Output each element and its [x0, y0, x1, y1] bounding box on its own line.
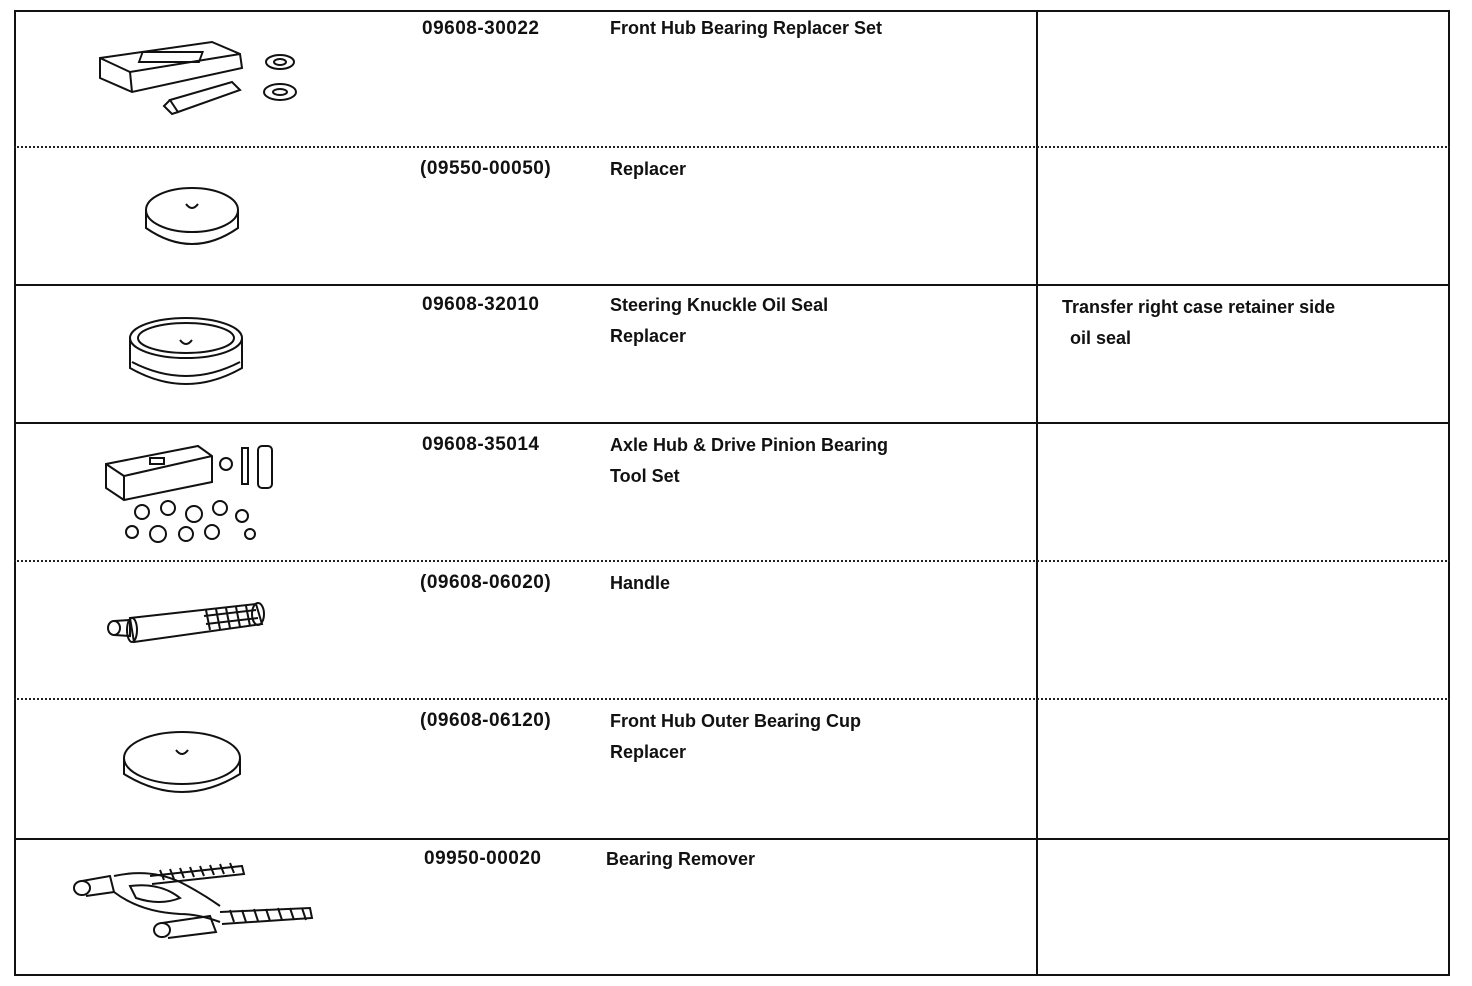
replacer-disc-icon — [142, 184, 242, 259]
handle-icon — [106, 598, 276, 653]
part-number: 09950-00020 — [424, 848, 542, 869]
table-row — [14, 422, 1450, 560]
table-row — [14, 146, 1450, 284]
table-row — [14, 284, 1450, 422]
table-row — [14, 838, 1450, 976]
bearing-tool-set-icon — [102, 438, 282, 553]
tool-name-line1: Axle Hub & Drive Pinion Bearing — [610, 435, 889, 455]
tool-name: Bearing Remover — [606, 849, 756, 869]
part-number: 09608-32010 — [422, 294, 540, 315]
part-number: (09608-06020) — [420, 572, 552, 593]
table-row — [14, 698, 1450, 838]
bearing-remover-icon — [70, 862, 320, 957]
tool-name-line1: Steering Knuckle Oil Seal — [610, 295, 829, 315]
table-row — [14, 10, 1450, 146]
tool-name: Front Hub Bearing Replacer Set — [610, 18, 883, 38]
part-number: (09608-06120) — [420, 710, 552, 731]
bearing-cup-replacer-icon — [122, 730, 246, 811]
tool-name: Handle — [610, 573, 671, 593]
tool-note-line2: oil seal — [1070, 328, 1132, 348]
part-number: (09550-00050) — [420, 158, 552, 179]
tool-name-line2: Replacer — [610, 326, 687, 346]
tool-name: Replacer — [610, 159, 687, 179]
tool-name-line1: Front Hub Outer Bearing Cup — [610, 711, 861, 731]
table-row — [14, 560, 1450, 698]
tool-name-line2: Tool Set — [610, 466, 680, 486]
oil-seal-replacer-icon — [128, 316, 248, 401]
part-number: 09608-35014 — [422, 434, 540, 455]
part-number: 09608-30022 — [422, 18, 540, 39]
tool-name-line2: Replacer — [610, 742, 687, 762]
hub-bearing-replacer-set-icon — [92, 40, 302, 145]
tool-note-line1: Transfer right case retainer side — [1062, 297, 1336, 317]
